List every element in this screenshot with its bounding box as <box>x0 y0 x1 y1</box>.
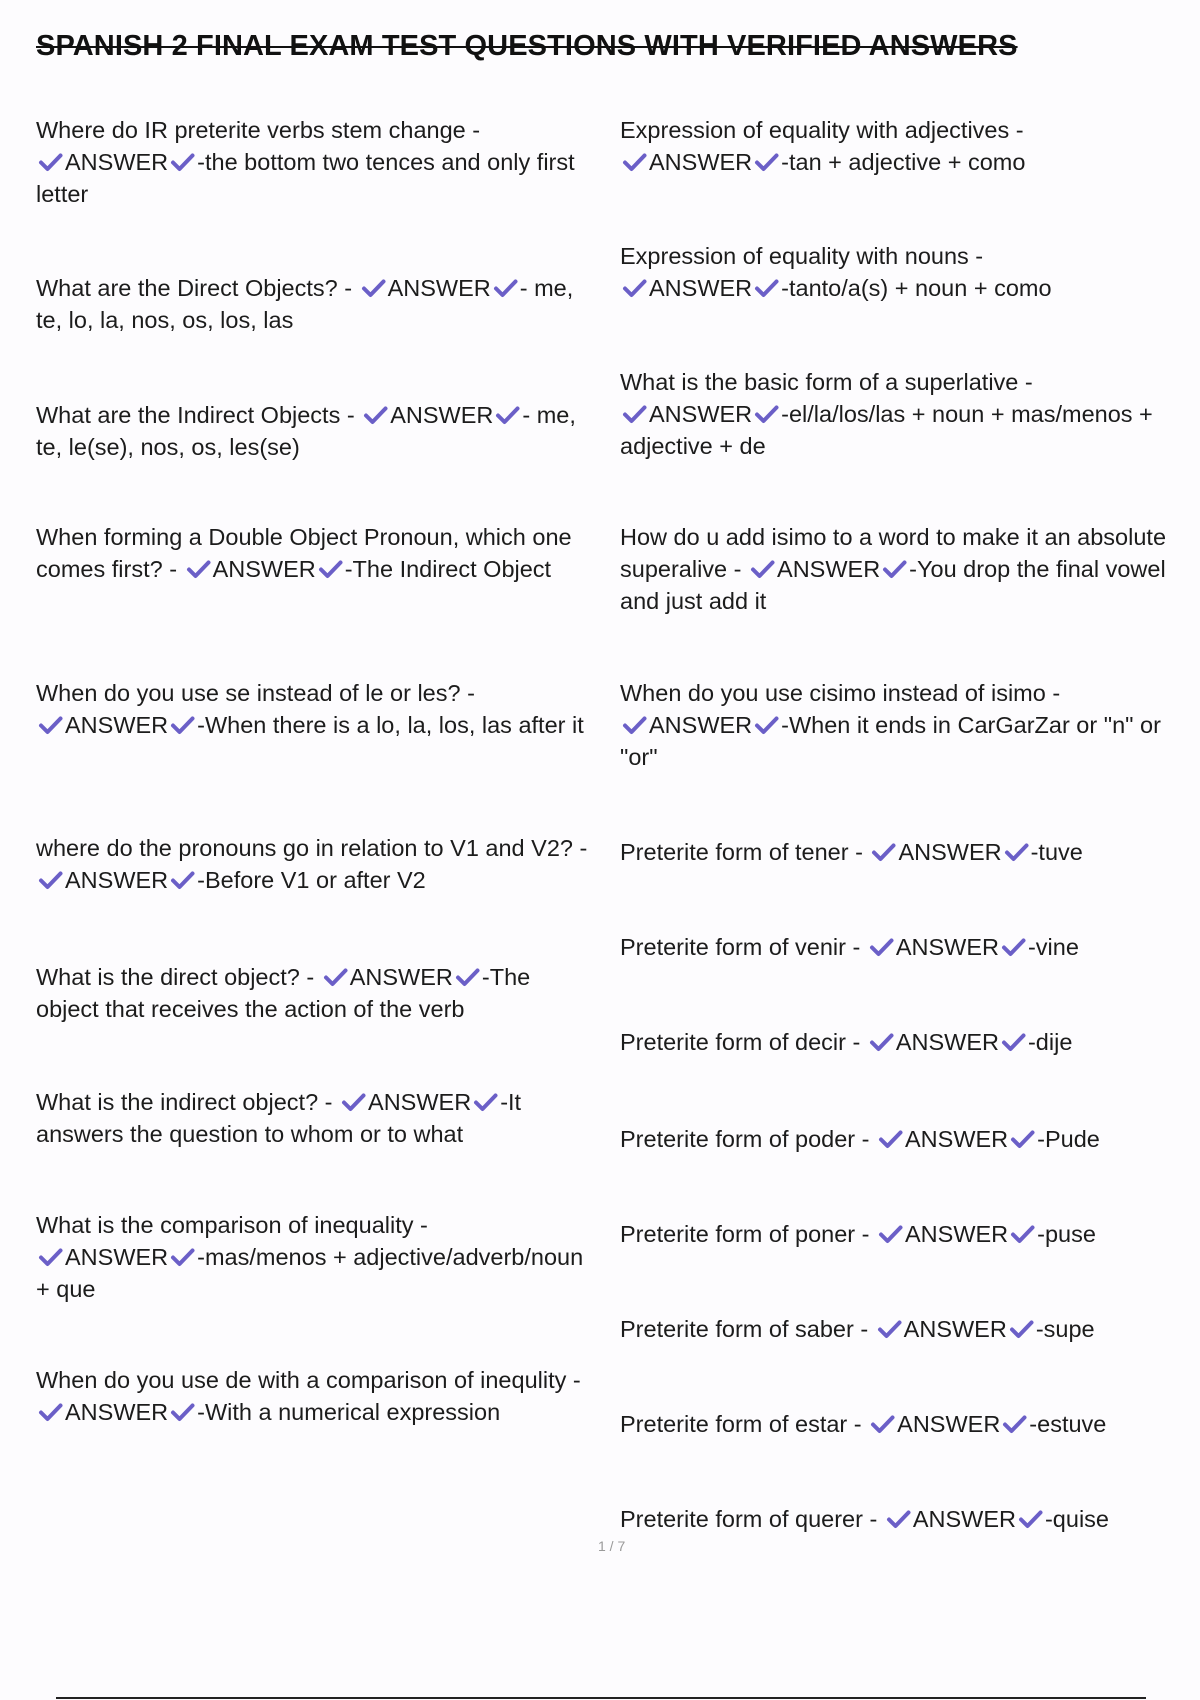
checkmark-icon <box>622 715 647 735</box>
answer-label: ANSWER <box>368 1089 472 1115</box>
answer-label: ANSWER <box>905 1126 1009 1152</box>
question-text: What is the comparison of inequality - <box>36 1212 428 1238</box>
checkmark-icon <box>754 715 779 735</box>
answer-label: ANSWER <box>65 149 169 175</box>
question-text: What is the basic form of a superlative - <box>620 369 1033 395</box>
qa-item <box>620 366 1175 462</box>
qa-item <box>36 832 596 896</box>
checkmark-icon <box>886 1509 911 1529</box>
answer-text: -tanto/a(s) + noun + como <box>781 275 1052 301</box>
answer-label: ANSWER <box>65 1244 169 1270</box>
answer-label: ANSWER <box>212 556 316 582</box>
checkmark-icon <box>38 1402 63 1422</box>
footer-divider <box>56 1697 1146 1699</box>
question-text: Preterite form of venir - <box>620 934 861 960</box>
question-text: Preterite form of estar - <box>620 1411 862 1437</box>
checkmark-icon <box>363 405 388 425</box>
answer-label: ANSWER <box>649 401 753 427</box>
answer-label: ANSWER <box>777 556 881 582</box>
answer-label: ANSWER <box>649 149 753 175</box>
qa-item <box>620 1313 1175 1345</box>
answer-label: ANSWER <box>898 839 1002 865</box>
qa-item <box>620 521 1175 617</box>
checkmark-icon <box>878 1129 903 1149</box>
document-title: SPANISH 2 FINAL EXAM TEST QUESTIONS WITH VERIFIED ANSWERS <box>36 30 1018 62</box>
checkmark-icon <box>1004 842 1029 862</box>
question-text: Preterite form of saber - <box>620 1316 869 1342</box>
checkmark-icon <box>622 152 647 172</box>
question-text: where do the pronouns go in relation to V1 and V2? - <box>36 835 588 861</box>
answer-text: -Before V1 or after V2 <box>197 867 426 893</box>
answer-text: -It answers the question to whom or to what <box>36 1089 522 1147</box>
answer-label: ANSWER <box>895 1029 999 1055</box>
answer-label: ANSWER <box>912 1506 1016 1532</box>
answer-label: ANSWER <box>649 275 753 301</box>
checkmark-icon <box>1002 1414 1027 1434</box>
answer-text: -When it ends in CarGarZar or "n" or "or" <box>620 712 1161 770</box>
answer-label: ANSWER <box>903 1316 1007 1342</box>
question-text: Preterite form of poner - <box>620 1221 870 1247</box>
answer-label: ANSWER <box>905 1221 1009 1247</box>
qa-item <box>36 399 596 463</box>
answer-text: - me, te, lo, la, nos, os, los, las <box>36 275 574 333</box>
checkmark-icon <box>1010 1129 1035 1149</box>
qa-item <box>620 836 1175 868</box>
checkmark-icon <box>750 559 775 579</box>
answer-label: ANSWER <box>390 402 494 428</box>
question-text: What is the indirect object? - <box>36 1089 333 1115</box>
question-text: What are the Indirect Objects - <box>36 402 355 428</box>
checkmark-icon <box>170 152 195 172</box>
qa-item <box>36 1086 596 1150</box>
answer-label: ANSWER <box>65 712 169 738</box>
qa-item <box>620 114 1175 178</box>
answer-text: -With a numerical expression <box>197 1399 501 1425</box>
checkmark-icon <box>186 559 211 579</box>
checkmark-icon <box>1009 1319 1034 1339</box>
checkmark-icon <box>170 870 195 890</box>
checkmark-icon <box>1010 1224 1035 1244</box>
answer-text: -el/la/los/las + noun + mas/menos + adjective + de <box>620 401 1153 459</box>
question-text: When forming a Double Object Pronoun, which one comes first? - <box>36 524 572 582</box>
answer-text: -mas/menos + adjective/adverb/noun + que <box>36 1244 584 1302</box>
checkmark-icon <box>170 1247 195 1267</box>
checkmark-icon <box>38 870 63 890</box>
answer-text: -puse <box>1037 1221 1096 1247</box>
checkmark-icon <box>38 1247 63 1267</box>
checkmark-icon <box>493 278 518 298</box>
checkmark-icon <box>1018 1509 1043 1529</box>
checkmark-icon <box>622 404 647 424</box>
answer-label: ANSWER <box>349 964 453 990</box>
answer-text: -The object that receives the action of the verb <box>36 964 531 1022</box>
checkmark-icon <box>754 404 779 424</box>
qa-item <box>36 1209 596 1305</box>
answer-text: -dije <box>1027 1029 1073 1055</box>
question-text: Preterite form of tener - <box>620 839 863 865</box>
qa-item <box>36 961 596 1025</box>
checkmark-icon <box>38 152 63 172</box>
checkmark-icon <box>341 1092 366 1112</box>
answer-text: -supe <box>1035 1316 1095 1342</box>
checkmark-icon <box>878 1224 903 1244</box>
question-text: Where do IR preterite verbs stem change - <box>36 117 481 143</box>
question-text: What is the direct object? - <box>36 964 315 990</box>
checkmark-icon <box>869 1032 894 1052</box>
answer-text: -tan + adjective + como <box>781 149 1026 175</box>
answer-text: -tuve <box>1030 839 1083 865</box>
question-text: Expression of equality with adjectives - <box>620 117 1024 143</box>
qa-item <box>620 677 1175 773</box>
qa-item <box>36 677 596 741</box>
answer-text: -You drop the final vowel and just add it <box>620 556 1166 614</box>
answer-text: -the bottom two tences and only first letter <box>36 149 575 207</box>
qa-item <box>620 1218 1175 1250</box>
checkmark-icon <box>754 152 779 172</box>
checkmark-icon <box>38 715 63 735</box>
page-number: 1 / 7 <box>598 1538 626 1554</box>
checkmark-icon <box>170 715 195 735</box>
qa-item <box>620 1123 1175 1155</box>
answer-text: -vine <box>1027 934 1079 960</box>
checkmark-icon <box>170 1402 195 1422</box>
checkmark-icon <box>495 405 520 425</box>
answer-text: - me, te, le(se), nos, os, les(se) <box>36 402 576 460</box>
checkmark-icon <box>877 1319 902 1339</box>
checkmark-icon <box>870 1414 895 1434</box>
checkmark-icon <box>1001 937 1026 957</box>
answer-text: -Pude <box>1037 1126 1100 1152</box>
checkmark-icon <box>323 967 348 987</box>
qa-item <box>36 521 596 585</box>
answer-text: -The Indirect Object <box>344 556 552 582</box>
answer-label: ANSWER <box>895 934 999 960</box>
question-text: Preterite form of decir - <box>620 1029 861 1055</box>
answer-text: -When there is a lo, la, los, las after it <box>197 712 584 738</box>
qa-item <box>36 272 596 336</box>
checkmark-icon <box>455 967 480 987</box>
question-text: What are the Direct Objects? - <box>36 275 353 301</box>
question-text: Preterite form of querer - <box>620 1506 878 1532</box>
checkmark-icon <box>869 937 894 957</box>
answer-label: ANSWER <box>387 275 491 301</box>
question-text: Expression of equality with nouns - <box>620 243 984 269</box>
checkmark-icon <box>871 842 896 862</box>
qa-item <box>620 931 1175 963</box>
answer-label: ANSWER <box>65 1399 169 1425</box>
answer-text: -quise <box>1044 1506 1109 1532</box>
answer-text: -estuve <box>1029 1411 1107 1437</box>
question-text: When do you use cisimo instead of isimo - <box>620 680 1061 706</box>
question-text: When do you use de with a comparison of inequlity - <box>36 1367 581 1393</box>
question-text: Preterite form of poder - <box>620 1126 870 1152</box>
answer-label: ANSWER <box>65 867 169 893</box>
checkmark-icon <box>473 1092 498 1112</box>
qa-item <box>620 1026 1175 1058</box>
question-text: How do u add isimo to a word to make it an absolute superalive - <box>620 524 1167 582</box>
qa-item <box>620 240 1175 304</box>
qa-item <box>36 114 596 210</box>
checkmark-icon <box>882 559 907 579</box>
qa-item <box>36 1364 596 1428</box>
answer-label: ANSWER <box>649 712 753 738</box>
checkmark-icon <box>1001 1032 1026 1052</box>
answer-label: ANSWER <box>897 1411 1001 1437</box>
qa-item <box>620 1408 1175 1440</box>
qa-item <box>620 1503 1175 1535</box>
checkmark-icon <box>622 278 647 298</box>
checkmark-icon <box>361 278 386 298</box>
question-text: When do you use se instead of le or les? - <box>36 680 475 706</box>
checkmark-icon <box>754 278 779 298</box>
checkmark-icon <box>318 559 343 579</box>
